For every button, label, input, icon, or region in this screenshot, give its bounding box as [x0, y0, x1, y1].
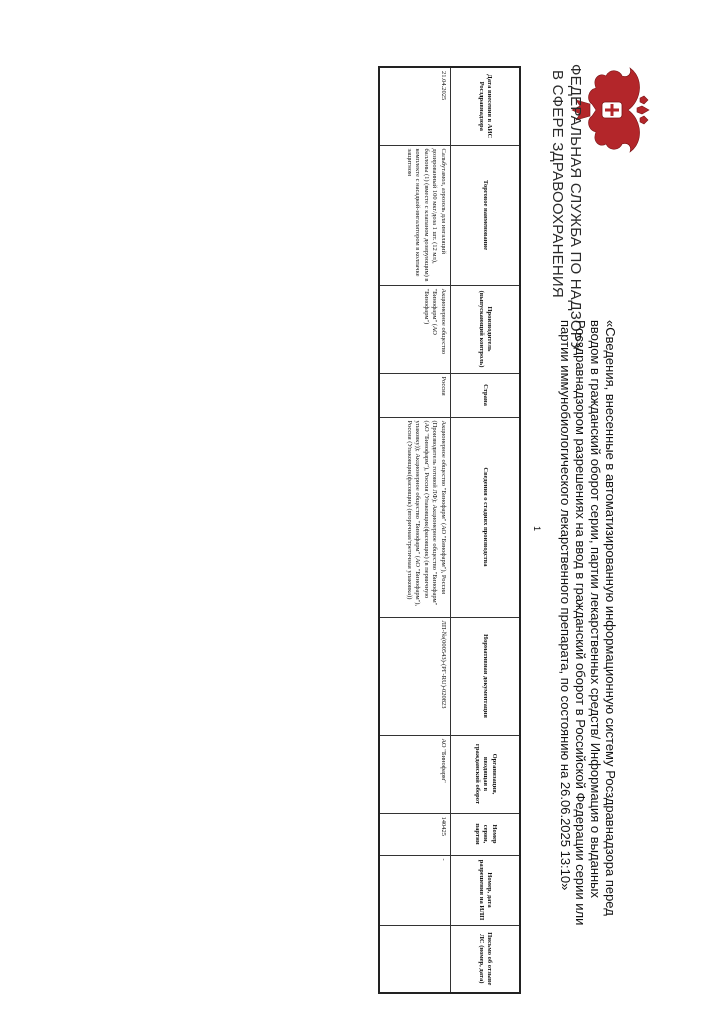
cell-batch-number: 140425 [379, 813, 451, 855]
header-production-stages: Сведения о стадиях производства [451, 417, 521, 617]
header-manufacturer: Производитель (выпускающий контроль) [451, 285, 521, 373]
registry-table [378, 66, 521, 994]
header-trade-name: Торговое наименование [451, 145, 521, 285]
cell-trade-name: Сальбутамол, аэрозоль для ингаляций дозированный 100 мкг/доза 1 шт. (12 мл), баллоны (1) (вместе с клапаном дозирующим) в комплекте с насадкой-ингалятором в колпачке защитном [379, 145, 451, 285]
page-number: 1 [532, 526, 542, 532]
header-permit-number: Номер, дата разрешения на ИЛП [451, 855, 521, 925]
cell-permit-number: - [379, 855, 451, 925]
cell-country: Россия [379, 373, 451, 417]
table-header-row [451, 67, 521, 993]
header-batch-number: Номер серии, партии [451, 813, 521, 855]
cell-distributor: АО "Бинофарм" [379, 735, 451, 813]
header-recall-letter: Письмо об отзыве ЛС (номер, дата) [451, 925, 521, 993]
agency-name-line1: ФЕДЕРАЛЬНАЯ СЛУЖБА ПО НАДЗОРУ [567, 64, 584, 352]
header-distributor: Организация, вводящая в гражданский оборот [451, 735, 521, 813]
agency-name-line2: В СФЕРЕ ЗДРАВООХРАНЕНИЯ [549, 70, 566, 298]
header-date-added: Дата внесения в АИС Росздравнадзора [451, 67, 521, 145]
cell-date-added: 21.04.2025 [379, 67, 451, 145]
cell-recall-letter [379, 925, 451, 993]
header-country: Страна [451, 373, 521, 417]
header-normative-docs: Нормативная документация [451, 617, 521, 735]
table-row [379, 67, 451, 993]
document-heading-text: «Сведения, внесенные в автоматизированную информационную систему Росздравнадзора перед вводом в гражданский оборот серии, партии лекарственных средств/ Информация о выданных Росздравнадзором разрешениях на ввод в гражданский оборот в Российской Федерации серии или партии иммунобиологического лекарственного препарата, по состоянию на 26.06.2025 13:10» [558, 320, 618, 926]
agency-name [548, 64, 584, 352]
cell-normative-docs: ЛП-№(000543)-(РГ-RU)-020823 [379, 617, 451, 735]
document-heading [558, 320, 618, 960]
cell-manufacturer: Акционерное общество "Бинофарм" (АО "Бинофарм") [379, 285, 451, 373]
cell-production-stages: Акционерное общество "Бинофарм" (АО "Бинофарм"), Россия (Производитель готовой ЛФ); Акционерное общество "Бинофарм" (АО "Бинофарм"), Россия (Упаковщик(фасовщик) (в первичную упаковку)); Акционерное общество "Бинофарм" (АО "Бинофарм"), Россия (Упаковщик(фасовщик) (вторичная/третичная упаковка)) [379, 417, 451, 617]
